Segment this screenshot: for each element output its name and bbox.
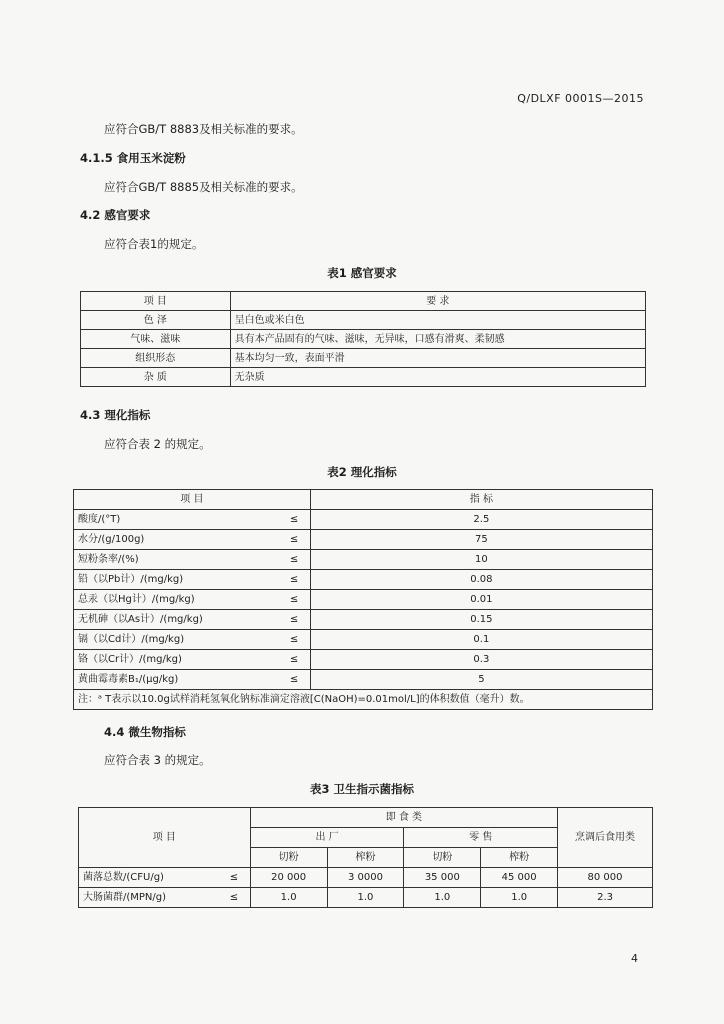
table-cell-item: 黄曲霉毒素B₁/(μg/kg) <box>74 670 279 690</box>
table-cell-value: 1.0 <box>481 888 558 908</box>
table-row <box>74 610 653 630</box>
table-cell-item: 色 泽 <box>81 311 231 330</box>
table-cell-operator: ≤ <box>278 590 310 610</box>
table-cell-value: 0.3 <box>310 650 652 670</box>
table-cell-requirement: 基本均匀一致，表面平滑 <box>230 349 645 368</box>
table-cell-value: 45 000 <box>481 868 558 888</box>
table3-caption: 表3 卫生指示菌指标 <box>309 782 414 796</box>
table-row <box>81 330 646 349</box>
table-header-cell: 榨粉 <box>481 848 558 868</box>
table-cell-item: 酸度/(°T) <box>74 510 279 530</box>
table-header-cell: 指 标 <box>310 490 652 510</box>
table-row <box>74 670 653 690</box>
table-header-cell: 项 目 <box>79 808 251 868</box>
table-cell-value: 75 <box>310 530 652 550</box>
section-4-2-title: 4.2 感官要求 <box>80 208 151 222</box>
table-header-cell: 即 食 类 <box>250 808 557 828</box>
table-row <box>79 868 653 888</box>
section-4-4-title: 4.4 微生物指标 <box>104 725 186 739</box>
table-header-row <box>79 808 653 828</box>
table-cell-value: 35 000 <box>404 868 481 888</box>
table1-caption: 表1 感官要求 <box>327 266 397 280</box>
table-cell-item: 铬（以Cr计）/(mg/kg) <box>74 650 279 670</box>
table-cell-value: 10 <box>310 550 652 570</box>
table-cell-item: 短粉条率/(%) <box>74 550 279 570</box>
table-cell-value: 0.1 <box>310 630 652 650</box>
table-cell-requirement: 无杂质 <box>230 368 645 387</box>
document-id: Q/DLXF 0001S—2015 <box>517 92 644 105</box>
table-header-cell: 切粉 <box>250 848 327 868</box>
table-cell-value: 1.0 <box>327 888 404 908</box>
table-header-cell: 出 厂 <box>250 828 404 848</box>
table1-sensory <box>80 291 646 387</box>
table-cell-item: 组织形态 <box>81 349 231 368</box>
table-row <box>74 550 653 570</box>
table3-microbial <box>78 807 653 908</box>
table-header-cell: 榨粉 <box>327 848 404 868</box>
table-cell-item: 无机砷（以As计）/(mg/kg) <box>74 610 279 630</box>
table-row <box>79 888 653 908</box>
table-cell-item: 杂 质 <box>81 368 231 387</box>
table-cell-operator: ≤ <box>278 530 310 550</box>
table-cell-item: 大肠菌群/(MPN/g) <box>79 888 219 908</box>
table-row <box>74 630 653 650</box>
table-cell-value: 1.0 <box>404 888 481 908</box>
table-header-cell: 烹调后食用类 <box>558 808 653 868</box>
table-row <box>74 650 653 670</box>
table-header-row <box>74 490 653 510</box>
table-cell-item: 菌落总数/(CFU/g) <box>79 868 219 888</box>
table-cell-value: 2.5 <box>310 510 652 530</box>
table-cell-value: 0.08 <box>310 570 652 590</box>
table-row <box>81 311 646 330</box>
table-row <box>74 510 653 530</box>
table-row <box>74 530 653 550</box>
table-row <box>81 349 646 368</box>
paragraph-table1-ref: 应符合表1的规定。 <box>104 237 204 251</box>
table-row <box>81 368 646 387</box>
table-cell-value: 80 000 <box>558 868 653 888</box>
section-4-1-5-title: 4.1.5 食用玉米淀粉 <box>80 151 186 165</box>
table-header-cell: 切粉 <box>404 848 481 868</box>
table-cell-operator: ≤ <box>278 570 310 590</box>
table-header-cell: 零 售 <box>404 828 558 848</box>
table-note-row <box>74 690 653 710</box>
table-cell-value: 3 0000 <box>327 868 404 888</box>
paragraph-table2-ref: 应符合表 2 的规定。 <box>104 437 211 451</box>
table-header-cell: 要 求 <box>230 292 645 311</box>
table-cell-item: 镉（以Cd计）/(mg/kg) <box>74 630 279 650</box>
table-cell-value: 5 <box>310 670 652 690</box>
table-cell-operator: ≤ <box>278 550 310 570</box>
table-cell-operator: ≤ <box>218 888 250 908</box>
table-cell-value: 0.15 <box>310 610 652 630</box>
table-cell-value: 0.01 <box>310 590 652 610</box>
table-cell-item: 气味、滋味 <box>81 330 231 349</box>
paragraph-gb8883: 应符合GB/T 8883及相关标准的要求。 <box>104 122 303 136</box>
table-note: 注：ᵃ T表示以10.0g试样消耗氢氧化钠标准滴定溶液[C(NaOH)=0.01mol/L]的体积数值（毫升）数。 <box>74 690 653 710</box>
section-4-3-title: 4.3 理化指标 <box>80 408 151 422</box>
table-cell-requirement: 呈白色或米白色 <box>230 311 645 330</box>
table-cell-operator: ≤ <box>278 510 310 530</box>
table-cell-item: 总汞（以Hg计）/(mg/kg) <box>74 590 279 610</box>
table-header-cell: 项 目 <box>81 292 231 311</box>
table-cell-requirement: 具有本产品固有的气味、滋味，无异味，口感有滑爽、柔韧感 <box>230 330 645 349</box>
paragraph-table3-ref: 应符合表 3 的规定。 <box>104 753 211 767</box>
table2-physicochemical <box>73 489 653 710</box>
table-cell-operator: ≤ <box>278 670 310 690</box>
table-cell-operator: ≤ <box>278 630 310 650</box>
table2-caption: 表2 理化指标 <box>327 465 397 479</box>
page-number: 4 <box>631 952 638 965</box>
table-header-row <box>81 292 646 311</box>
table-row <box>74 590 653 610</box>
paragraph-gb8885: 应符合GB/T 8885及相关标准的要求。 <box>104 180 303 194</box>
table-header-cell: 项 目 <box>74 490 311 510</box>
table-cell-operator: ≤ <box>278 610 310 630</box>
table-cell-operator: ≤ <box>278 650 310 670</box>
table-cell-item: 水分/(g/100g) <box>74 530 279 550</box>
table-cell-value: 2.3 <box>558 888 653 908</box>
table-cell-value: 20 000 <box>250 868 327 888</box>
table-cell-operator: ≤ <box>218 868 250 888</box>
table-row <box>74 570 653 590</box>
table-cell-item: 铅（以Pb计）/(mg/kg) <box>74 570 279 590</box>
table-cell-value: 1.0 <box>250 888 327 908</box>
